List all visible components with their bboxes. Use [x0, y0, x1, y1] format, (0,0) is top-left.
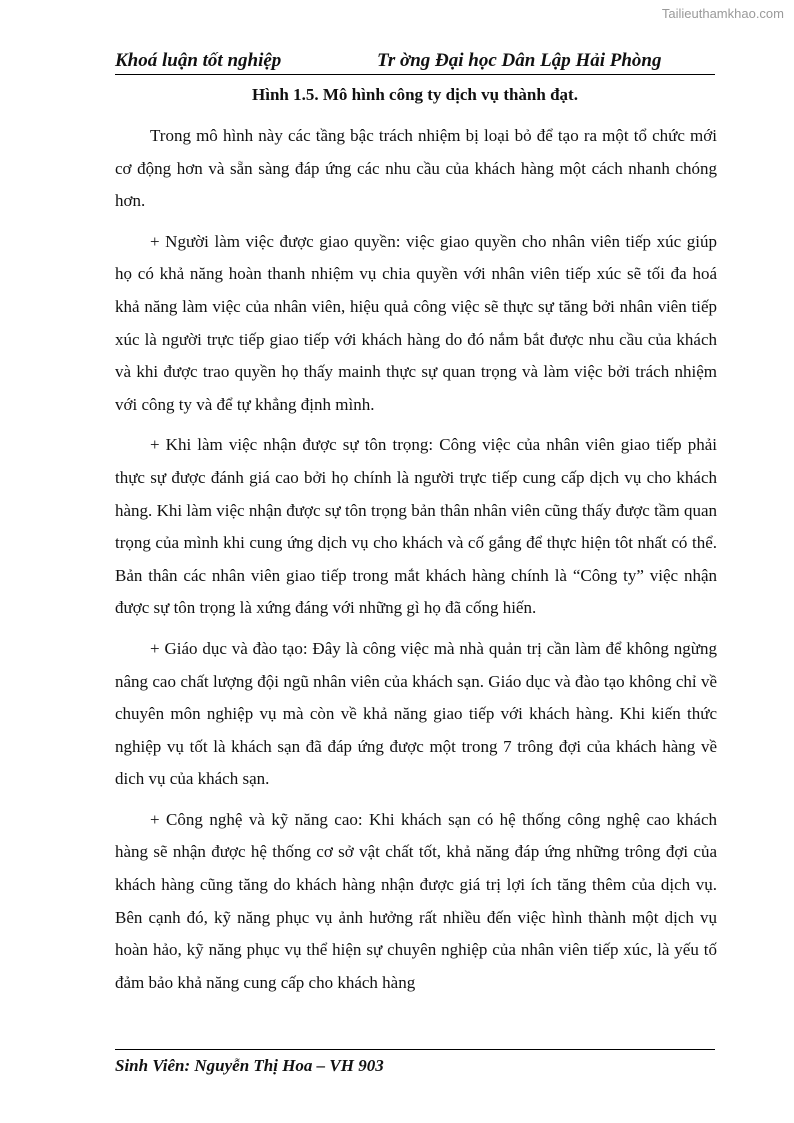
watermark-text: Tailieuthamkhao.com [661, 6, 784, 21]
header-university-name: Tr ờng Đại học Dân Lập Hải Phòng [377, 50, 662, 71]
page-header [115, 48, 715, 75]
figure-caption: Hình 1.5. Mô hình công ty dịch vụ thành đạt. [252, 85, 578, 104]
page-footer: Sinh Viên: Nguyễn Thị Hoa – VH 903 [115, 1049, 715, 1076]
header-thesis-title: Khoá luận tốt nghiệp [115, 50, 282, 71]
paragraph-education-training: + Giáo dục và đào tạo: Đây là công việc mà nhà quản trị cần làm để không ngừng nâng cao chất lượng đội ngũ nhân viên của khách sạn. Giáo dục và đào tạo không chỉ về chuyên môn nghiệp vụ mà còn về khả năng giao tiếp với khách hàng. Khi kiến thức nghiệp vụ tốt là khách sạn đã đáp ứng được một trong 7 trông đợi của khách hàng về dich vụ của khách sạn. [115, 638, 717, 789]
body-text [115, 120, 717, 1007]
paragraph-intro: Trong mô hình này các tầng bậc trách nhiệm bị loại bỏ để tạo ra một tổ chức mới cơ động hơn và sẵn sàng đáp ứng các nhu cầu của khách hàng một cách nhanh chóng hơn. [115, 126, 717, 211]
paragraph-respect: + Khi làm việc nhận được sự tôn trọng: Công việc của nhân viên giao tiếp phải thực sự được đánh giá cao bởi họ chính là người trực tiếp cung cấp dịch vụ cho khách hàng. Khi làm việc nhận được sự tôn trọng bản thân nhân viên cũng thấy được tầm quan trọng của mình khi cung ứng dịch vụ cho khách và cố gắng để thực hiện tôt nhất có thể. Bản thân các nhân viên giao tiếp trong mắt khách hàng chính là “Công ty” việc nhận được sự tôn trọng là xứng đáng với những gì họ đã cống hiến. [115, 435, 717, 618]
paragraph-empowered-workers: + Người làm việc được giao quyền: việc giao quyền cho nhân viên tiếp xúc giúp họ có khả năng hoàn thanh nhiệm vụ chia quyền với nhân viên tiếp xúc sẽ tối đa hoá khả năng làm việc của nhân viên, hiệu quả công việc sẽ thực sự tăng bởi nhân viên tiếp xúc là người trực tiếp giao tiếp với khách hàng do đó nắm bắt được nhu cầu của khách và khi được trao quyền họ thấy mainh thực sự quan trọng và làm việc bởi trách nhiệm với công ty và để tự khẳng định mình. [115, 231, 717, 414]
paragraph-technology-skills: + Công nghệ và kỹ năng cao: Khi khách sạn có hệ thống công nghệ cao khách hàng sẽ nhận được hệ thống cơ sở vật chất tốt, khả năng đáp ứng những trông đợi của khách hàng cũng tăng do khách hàng nhận được giá trị lợi ích tăng thêm của dịch vụ. Bên cạnh đó, kỹ năng phục vụ ảnh hưởng rất nhiều đến việc hình thành một dịch vụ hoàn hảo, kỹ năng phục vụ thể hiện sự chuyên nghiệp của nhân viên tiếp xúc, là yếu tố đảm bảo khả năng cung cấp cho khách hàng [115, 809, 717, 992]
